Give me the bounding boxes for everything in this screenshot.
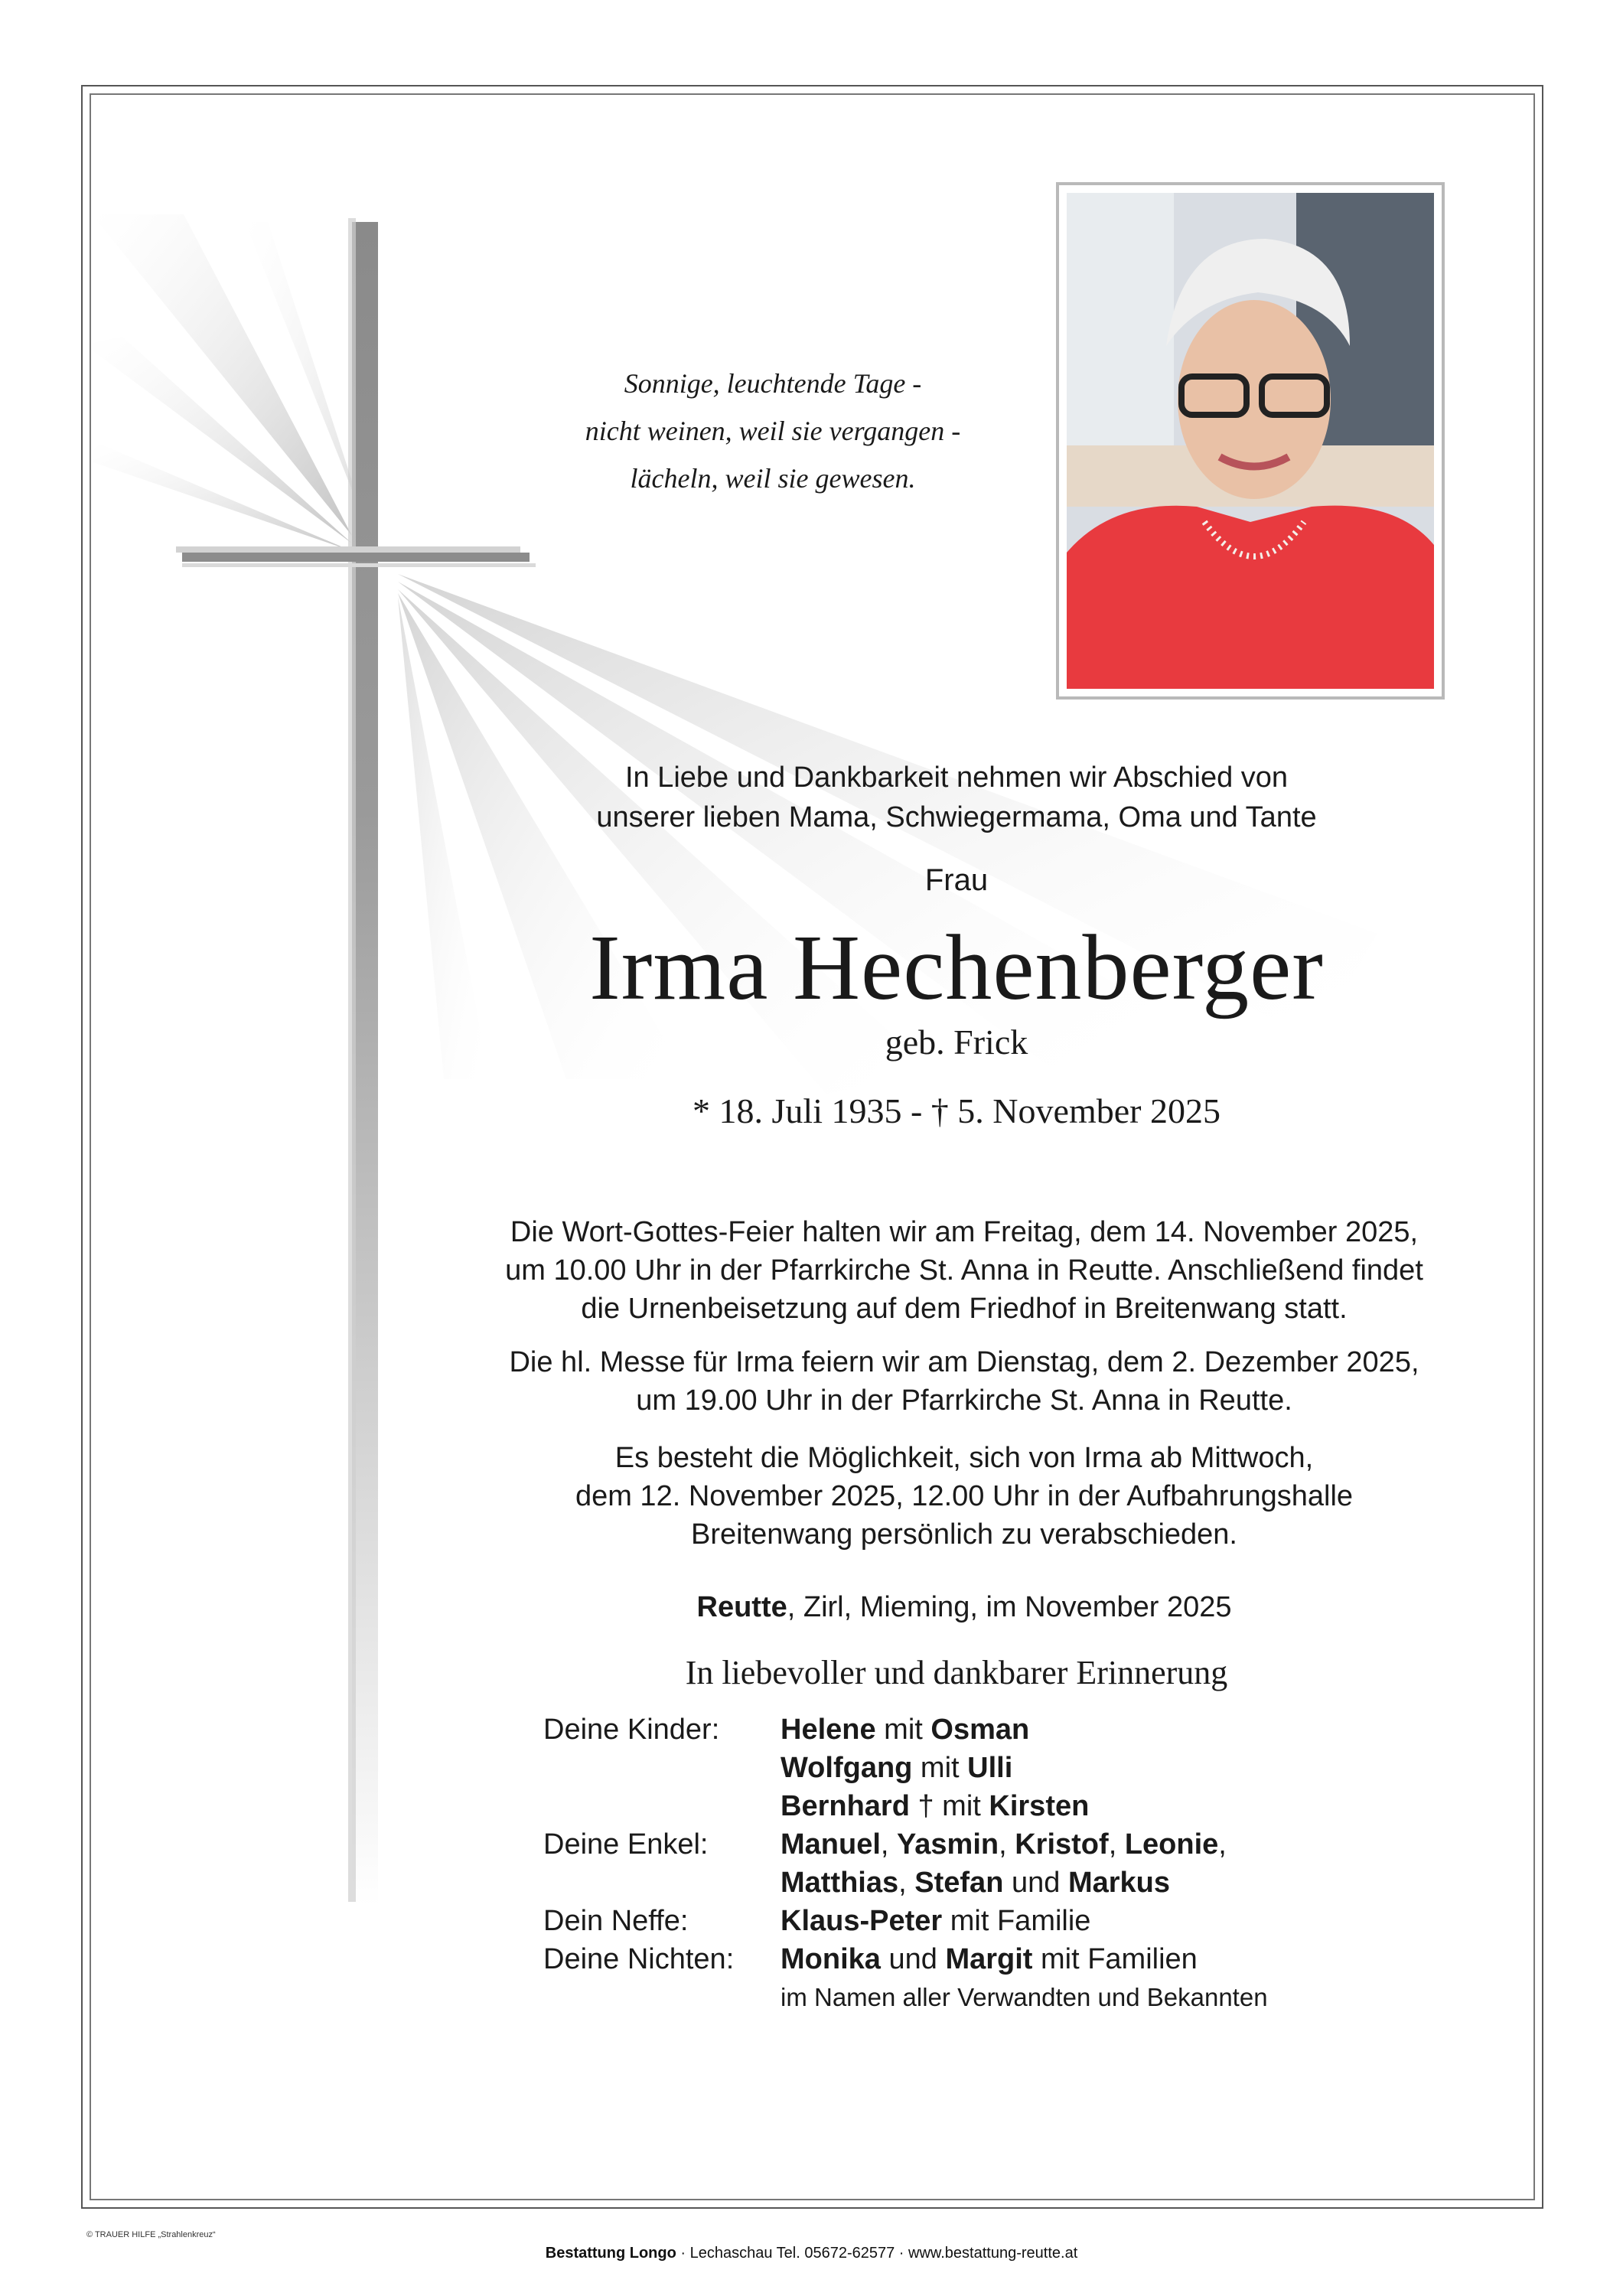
- family-connector: ,: [999, 1828, 1015, 1861]
- paragraph-line: Breitenwang persönlich zu verabschieden.: [691, 1518, 1237, 1551]
- family-list: [543, 1711, 1268, 2017]
- paragraph-line: Es besteht die Möglichkeit, sich von Irma ab Mittwoch,: [614, 1442, 1314, 1474]
- family-member-name: Monika: [781, 1943, 881, 1975]
- intro-line: In Liebe und Dankbarkeit nehmen wir Abschied von: [624, 762, 1289, 794]
- mass-paragraph: [429, 1343, 1500, 1420]
- quote-line: Sonnige, leuchtende Tage -: [624, 368, 922, 399]
- paragraph-line: um 10.00 Uhr in der Pfarrkirche St. Anna in Reutte. Anschließend findet: [505, 1254, 1423, 1287]
- family-relation: Deine Enkel:: [543, 1828, 709, 1861]
- family-member-name: Ulli: [967, 1752, 1013, 1784]
- family-row: [543, 1749, 1268, 1787]
- quote: [566, 360, 979, 502]
- copyright-note: © TRAUER HILFE „Strahlenkreuz“: [86, 2230, 216, 2239]
- family-members: [781, 1864, 1170, 1902]
- family-relation: [543, 1978, 781, 2017]
- place-rest: , Zirl, Mieming, im November 2025: [787, 1591, 1232, 1623]
- family-members: [781, 1940, 1198, 1978]
- family-relation: [543, 1749, 781, 1787]
- family-connector: ,: [1218, 1828, 1227, 1861]
- family-member-name: Bernhard: [781, 1790, 910, 1822]
- family-member-name: Kristof: [1015, 1828, 1109, 1861]
- family-connector: ,: [880, 1828, 898, 1861]
- paragraph-line: Die hl. Messe für Irma feiern wir am Dienstag, dem 2. Dezember 2025,: [509, 1346, 1419, 1378]
- family-relation: [543, 1787, 781, 1825]
- family-row: [543, 1787, 1268, 1825]
- family-row: [543, 1825, 1268, 1864]
- family-members: [781, 1787, 1089, 1825]
- portrait-photo: [1067, 193, 1434, 689]
- family-member-name: Margit: [945, 1943, 1033, 1975]
- family-note: im Namen aller Verwandten und Bekannten: [781, 1983, 1268, 2011]
- family-member-name: Helene: [781, 1714, 876, 1746]
- footer-company: Bestattung Longo: [545, 2245, 676, 2262]
- family-connector: und: [1003, 1867, 1068, 1899]
- family-relation: Deine Kinder:: [543, 1714, 720, 1746]
- family-connector: ,: [1108, 1828, 1125, 1861]
- family-connector: † mit: [909, 1790, 989, 1822]
- family-connector: mit: [912, 1752, 968, 1784]
- family-member-name: Wolfgang: [781, 1752, 913, 1784]
- family-member-name: Matthias: [781, 1867, 899, 1899]
- footer: [0, 2245, 1623, 2262]
- family-member-name: Kirsten: [989, 1790, 1090, 1822]
- family-members: [781, 1711, 1029, 1749]
- family-relation: [543, 1864, 781, 1902]
- family-members: [781, 1902, 1090, 1940]
- maiden-name: geb. Frick: [885, 1022, 1028, 1062]
- family-member-name: Markus: [1067, 1867, 1170, 1899]
- footer-contact: · Lechaschau Tel. 05672-62577 · www.bestattung-reutte.at: [676, 2245, 1078, 2262]
- family-connector: mit Familien: [1032, 1943, 1198, 1975]
- place-town: Reutte: [696, 1591, 787, 1623]
- salutation: Frau: [924, 863, 989, 897]
- family-row: [543, 1902, 1268, 1940]
- family-row: [543, 1940, 1268, 1978]
- viewing-paragraph: [429, 1439, 1500, 1554]
- family-relation: Dein Neffe:: [543, 1905, 689, 1937]
- family-member-name: Klaus-Peter: [781, 1905, 943, 1937]
- paragraph-line: die Urnenbeisetzung auf dem Friedhof in Breitenwang statt.: [581, 1293, 1348, 1325]
- family-row: [543, 1711, 1268, 1749]
- family-relation: Deine Nichten:: [543, 1943, 735, 1975]
- family-row: [543, 1864, 1268, 1902]
- family-connector: mit: [875, 1714, 931, 1746]
- family-connector: und: [880, 1943, 946, 1975]
- family-connector: mit Familie: [942, 1905, 1091, 1937]
- family-members: [781, 1749, 1012, 1787]
- paragraph-line: Die Wort-Gottes-Feier halten wir am Freitag, dem 14. November 2025,: [510, 1216, 1419, 1248]
- intro-line: unserer lieben Mama, Schwiegermama, Oma und Tante: [596, 801, 1317, 833]
- intro-text: [459, 758, 1454, 837]
- quote-line: nicht weinen, weil sie vergangen -: [585, 416, 961, 446]
- family-connector: ,: [898, 1867, 915, 1899]
- memory-heading: In liebevoller und dankbarer Erinnerung: [685, 1654, 1228, 1691]
- portrait-frame: [1056, 182, 1445, 700]
- family-member-name: Osman: [930, 1714, 1030, 1746]
- paragraph-line: um 19.00 Uhr in der Pfarrkirche St. Anna in Reutte.: [636, 1384, 1292, 1417]
- family-members: [781, 1825, 1227, 1864]
- life-dates: * 18. Juli 1935 - † 5. November 2025: [693, 1091, 1221, 1130]
- family-member-name: Leonie: [1124, 1828, 1219, 1861]
- family-member-name: Stefan: [914, 1867, 1004, 1899]
- family-member-name: Yasmin: [897, 1828, 999, 1861]
- quote-line: lächeln, weil sie gewesen.: [630, 463, 916, 494]
- family-member-name: Manuel: [781, 1828, 881, 1861]
- service-paragraph: [429, 1213, 1500, 1328]
- place-date-line: [429, 1588, 1500, 1626]
- deceased-name: Irma Hechenberger: [589, 916, 1324, 1019]
- paragraph-line: dem 12. November 2025, 12.00 Uhr in der Aufbahrungshalle: [575, 1480, 1354, 1512]
- family-row: [543, 1978, 1268, 2017]
